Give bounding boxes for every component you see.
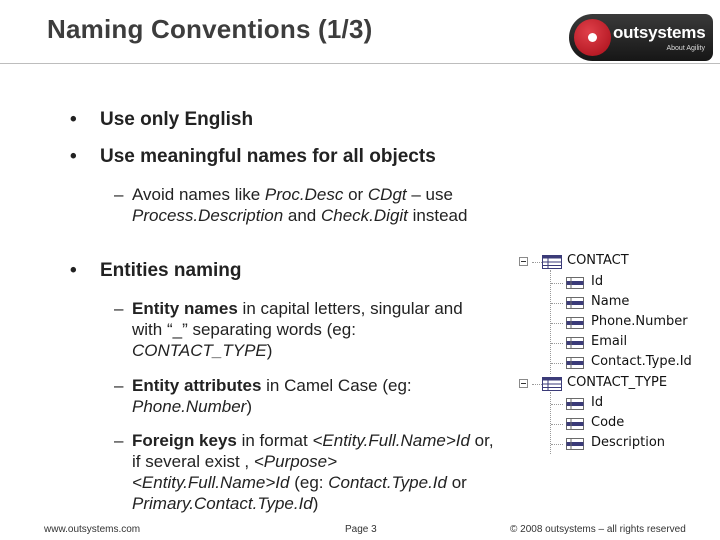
entity-table-icon xyxy=(542,255,562,269)
sub-bullet-foreign-keys xyxy=(114,430,494,514)
slide-title: Naming Conventions (1/3) xyxy=(47,14,373,44)
logo-wordmark: outsystems xyxy=(613,23,706,42)
bullet-entities-naming xyxy=(70,260,241,282)
attribute-icon xyxy=(566,317,584,329)
logo-dot xyxy=(588,33,597,42)
sub-bullet-text: Foreign keys in format <Entity.Full.Name>Id or, if several exist , <Purpose><Entity.Full.Name>Id (eg: Contact.Type.Id or Primary.Contact.Type.Id) xyxy=(132,431,494,513)
attribute-label: Id xyxy=(591,274,604,289)
bullet-text: Use only English xyxy=(100,109,254,130)
footer-url: www.outsystems.com xyxy=(44,524,141,535)
tree-connector xyxy=(551,363,563,364)
attribute-icon xyxy=(566,398,584,410)
tree-connector xyxy=(551,424,563,425)
tree-attribute-row[interactable] xyxy=(518,354,718,372)
collapse-toggle-icon[interactable] xyxy=(519,257,528,266)
attribute-icon xyxy=(566,357,584,369)
tree-attribute-row[interactable] xyxy=(518,334,718,352)
tree-connector xyxy=(551,343,563,344)
attribute-icon xyxy=(566,337,584,349)
outsystems-logo xyxy=(569,14,713,61)
tree-connector xyxy=(551,283,563,284)
dash-marker: – xyxy=(114,376,124,395)
bullet-text: Use meaningful names for all objects xyxy=(100,146,436,167)
attribute-label: Contact.Type.Id xyxy=(591,354,692,369)
logo-tagline: About Agility xyxy=(666,45,705,52)
bullet-english xyxy=(70,109,253,131)
title-divider xyxy=(0,63,720,64)
sub-bullet-entity-names xyxy=(114,298,494,361)
attribute-label: Description xyxy=(591,435,666,450)
sub-bullet-text: Entity names in capital letters, singular and with “_” separating words (eg: CONTACT_TYPE) xyxy=(132,299,463,360)
logo-emblem-icon xyxy=(574,19,611,56)
attribute-icon xyxy=(566,418,584,430)
entity-label: CONTACT xyxy=(567,253,629,268)
sub-bullet-text: Avoid names like Proc.Desc or CDgt – use Process.Description and Check.Digit instead xyxy=(132,185,468,225)
tree-entity-contact[interactable] xyxy=(518,253,718,271)
tree-attribute-row[interactable] xyxy=(518,314,718,332)
attribute-label: Id xyxy=(591,395,604,410)
bullet-marker: • xyxy=(70,260,77,281)
attribute-icon xyxy=(566,277,584,289)
entity-table-icon xyxy=(542,377,562,391)
tree-attribute-row[interactable] xyxy=(518,294,718,312)
bullet-text: Entities naming xyxy=(100,260,242,281)
sub-bullet-entity-attributes xyxy=(114,375,494,417)
entity-tree xyxy=(518,248,718,458)
bullet-meaningful-names xyxy=(70,146,436,168)
bullet-marker: • xyxy=(70,146,77,167)
tree-attribute-row[interactable] xyxy=(518,415,718,433)
footer-page-number: Page 3 xyxy=(345,524,377,535)
tree-attribute-row[interactable] xyxy=(518,395,718,413)
entity-label: CONTACT_TYPE xyxy=(567,375,668,390)
tree-entity-contact-type[interactable] xyxy=(518,375,718,393)
tree-attribute-row[interactable] xyxy=(518,435,718,453)
attribute-label: Email xyxy=(591,334,628,349)
dash-marker: – xyxy=(114,299,124,318)
attribute-label: Code xyxy=(591,415,625,430)
dash-marker: – xyxy=(114,431,124,450)
tree-connector xyxy=(551,444,563,445)
tree-connector xyxy=(551,323,563,324)
tree-attribute-row[interactable] xyxy=(518,274,718,292)
tree-connector xyxy=(551,303,563,304)
attribute-label: Name xyxy=(591,294,630,309)
attribute-icon xyxy=(566,438,584,450)
sub-bullet-text: Entity attributes in Camel Case (eg: Phone.Number) xyxy=(132,376,412,416)
attribute-icon xyxy=(566,297,584,309)
attribute-label: Phone.Number xyxy=(591,314,688,329)
footer-copyright: © 2008 outsystems – all rights reserved xyxy=(510,524,686,535)
collapse-toggle-icon[interactable] xyxy=(519,379,528,388)
sub-bullet-avoid-names xyxy=(114,184,494,226)
tree-connector xyxy=(551,404,563,405)
dash-marker: – xyxy=(114,185,124,204)
bullet-marker: • xyxy=(70,109,77,130)
